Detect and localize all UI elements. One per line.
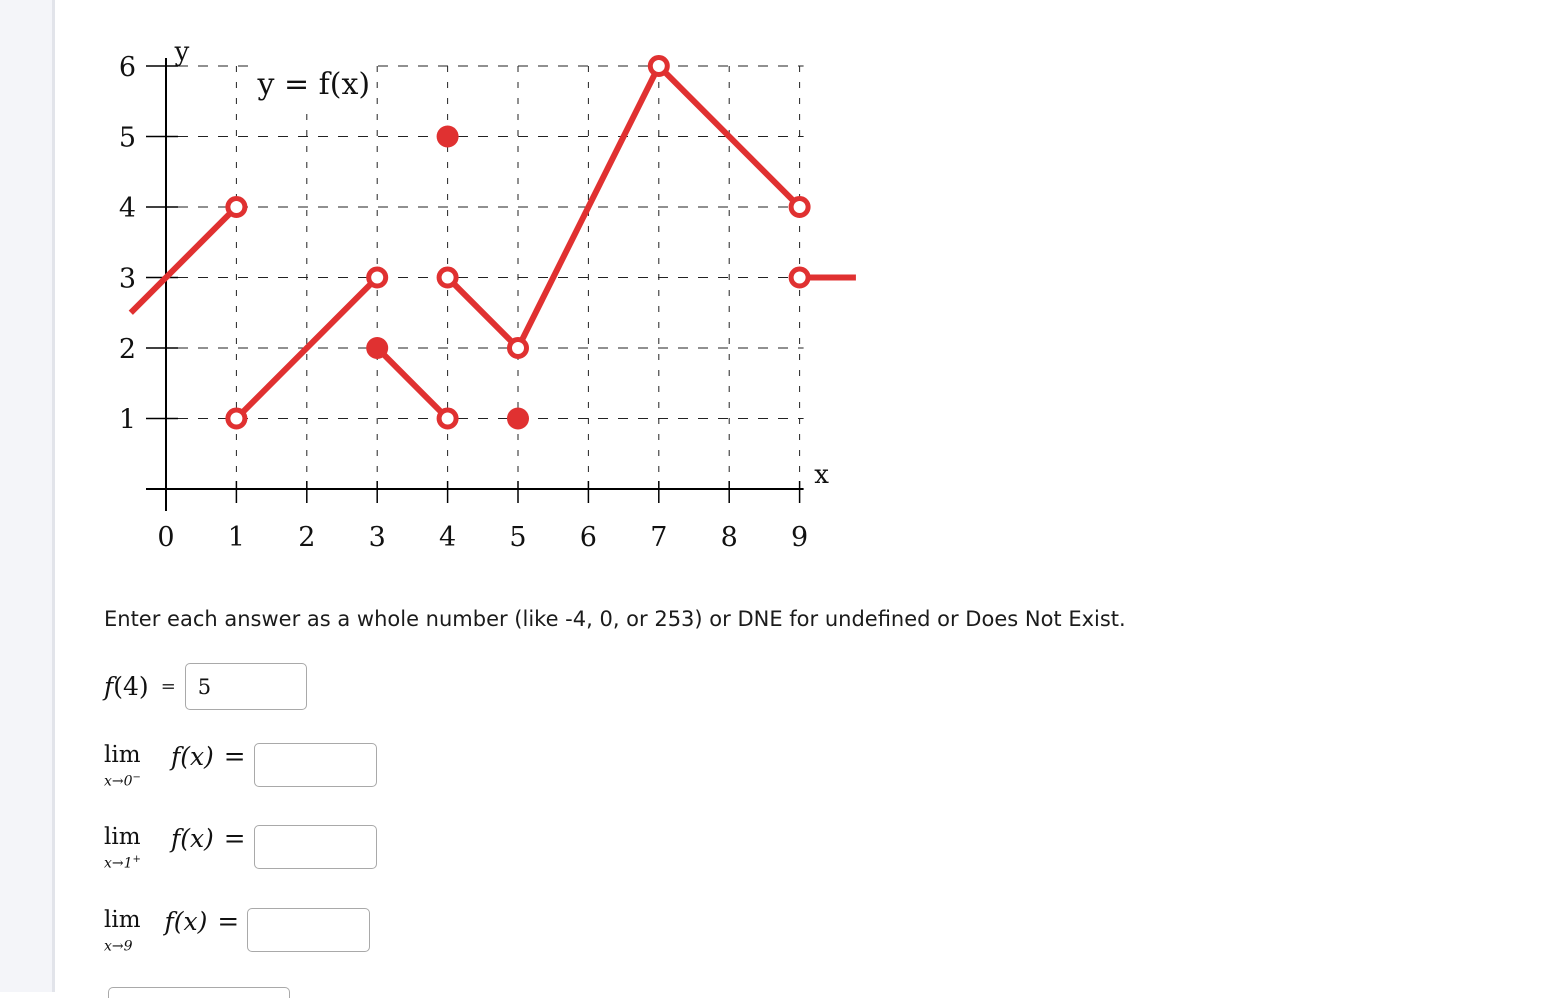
closed-point-marker [437,126,459,148]
open-point-marker [791,199,808,216]
lim-approach: x→1 [104,855,133,872]
function-label: y = f(x) [257,67,371,103]
equals-sign: = [160,676,176,697]
func-arg: (4) [113,672,149,701]
equals-sign: = [223,741,246,772]
left-rail [0,0,55,992]
lim-direction: − [132,772,141,783]
open-point-marker [650,58,667,75]
x-tick-label: 2 [298,522,316,553]
func-expression: f(x) [164,907,208,937]
x-tick-label: 9 [791,522,809,553]
open-point-marker [439,269,456,286]
lim-approach: x→9 [104,938,133,955]
lim-word: lim [104,824,141,850]
instructions-text: Enter each answer as a whole number (like -4, 0, or 253) or DNE for undefined or Does Not Exist. [104,607,1126,631]
question-lim-9 [104,907,370,955]
limit-notation [104,742,141,790]
answer-input-lim-1-plus[interactable] [254,825,377,869]
x-tick-label: 3 [368,522,386,553]
graph-svg [100,20,880,560]
open-point-marker [228,410,245,427]
next-answer-box-partial[interactable] [108,987,290,998]
y-axis-label: y [174,37,190,67]
function-segment [377,348,447,419]
function-segment [131,207,237,313]
func-expression: f(x) [170,742,214,772]
lim-direction: + [132,854,141,865]
open-point-marker [791,269,808,286]
y-tick-label: 1 [118,404,136,436]
x-tick-label: 6 [579,522,597,553]
answer-input-lim-9[interactable] [247,908,370,952]
equals-sign: = [223,823,246,854]
func-name: f [104,672,114,701]
limit-notation [104,907,141,955]
question-f-of-4 [104,663,307,710]
x-tick-label: 4 [439,522,457,553]
y-tick-label: 5 [118,122,136,154]
closed-point-marker [366,337,388,359]
lim-word: lim [104,742,141,768]
open-point-marker [228,199,245,216]
x-tick-label: 0 [157,522,175,553]
x-tick-label: 8 [720,522,738,553]
lim-approach: x→0 [104,773,133,790]
y-tick-label: 3 [118,263,136,295]
open-point-marker [439,410,456,427]
question-lim-1-plus [104,824,377,872]
x-axis-label: x [814,460,829,490]
closed-point-marker [507,408,529,430]
x-tick-label: 1 [227,522,245,553]
answer-input-f4[interactable] [185,663,307,710]
lim-subscript [104,854,141,872]
x-tick-label: 7 [650,522,668,553]
function-graph [100,20,880,560]
y-tick-label: 6 [118,52,136,83]
lim-subscript [104,937,133,955]
open-point-marker [510,340,527,357]
y-tick-label: 2 [118,334,136,365]
lim-subscript [104,772,141,790]
limit-notation [104,824,141,872]
equals-sign: = [217,906,240,937]
open-point-marker [369,269,386,286]
x-tick-label: 5 [509,522,527,553]
y-tick-label: 4 [118,193,136,224]
func-expression: f(x) [170,824,214,854]
lim-word: lim [104,907,141,933]
f-of-4-label [104,672,149,701]
function-segment [448,278,518,349]
answer-input-lim-0-minus[interactable] [254,743,377,787]
function-segment [236,278,377,419]
question-lim-0-minus [104,742,377,790]
